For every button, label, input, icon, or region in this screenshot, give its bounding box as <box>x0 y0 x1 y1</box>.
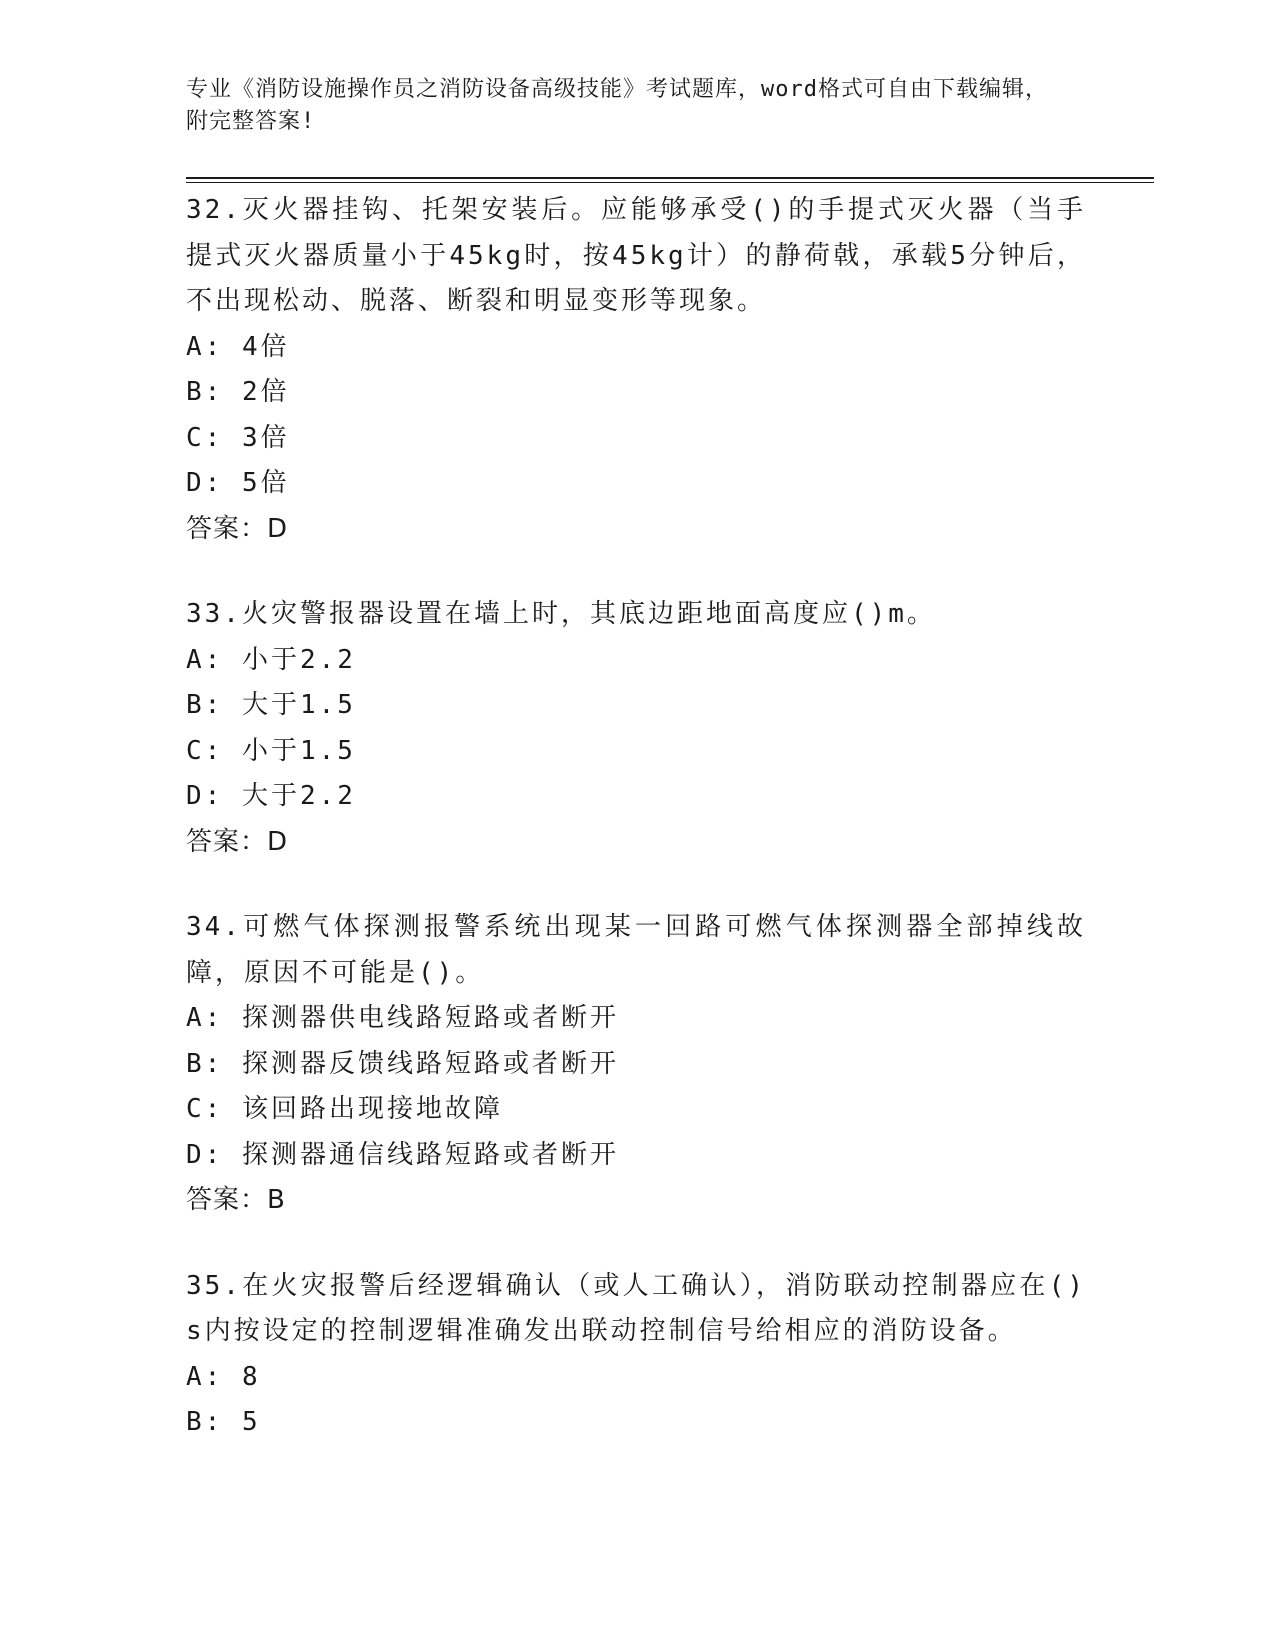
question-text: 35.在火灾报警后经逻辑确认（或人工确认），消防联动控制器应在()s内按设定的控制逻辑准确发出联动控制信号给相应的消防设备。 <box>186 1270 1086 1346</box>
option-a: A: 探测器供电线路短路或者断开 <box>186 1003 619 1033</box>
answer-label: 答案：D <box>186 826 289 857</box>
option-b: B: 5 <box>186 1407 261 1437</box>
answer-label: 答案：B <box>186 1185 286 1215</box>
option-a: A: 8 <box>186 1361 261 1392</box>
option-a: A: 4倍 <box>186 331 290 362</box>
option-b: B: 2倍 <box>186 377 290 407</box>
option-b: B: 探测器反馈线路短路或者断开 <box>186 1048 619 1079</box>
question-34 <box>186 905 1086 1224</box>
answer-label: 答案：D <box>186 513 289 544</box>
option-c: C: 3倍 <box>186 422 290 453</box>
question-33 <box>186 592 1086 865</box>
question-list <box>186 188 1086 1486</box>
option-d: D: 大于2.2 <box>186 781 356 811</box>
document-header: 专业《消防设施操作员之消防设备高级技能》考试题库，word格式可自由下载编辑，附完整答案! <box>186 77 1048 134</box>
header-divider-thick <box>186 177 1154 179</box>
question-text: 33.火灾警报器设置在墙上时，其底边距地面高度应()m。 <box>186 599 936 629</box>
question-text: 34.可燃气体探测报警系统出现某一回路可燃气体探测器全部掉线故障，原因不可能是()。 <box>186 912 1086 988</box>
option-c: C: 小于1.5 <box>186 735 356 766</box>
option-a: A: 小于2.2 <box>186 644 356 675</box>
question-35 <box>186 1264 1086 1446</box>
option-d: D: 探测器通信线路短路或者断开 <box>186 1139 619 1170</box>
option-d: D: 5倍 <box>186 468 290 498</box>
question-32 <box>186 188 1086 552</box>
option-c: C: 该回路出现接地故障 <box>186 1094 503 1124</box>
question-text: 32.灭火器挂钩、托架安装后。应能够承受()的手提式灭火器（当手提式灭火器质量小于45kg时，按45kg计）的静荷戟，承载5分钟后，不出现松动、脱落、断裂和明显变形等现象。 <box>186 195 1086 316</box>
option-b: B: 大于1.5 <box>186 690 356 720</box>
header-divider-thin <box>186 182 1154 183</box>
